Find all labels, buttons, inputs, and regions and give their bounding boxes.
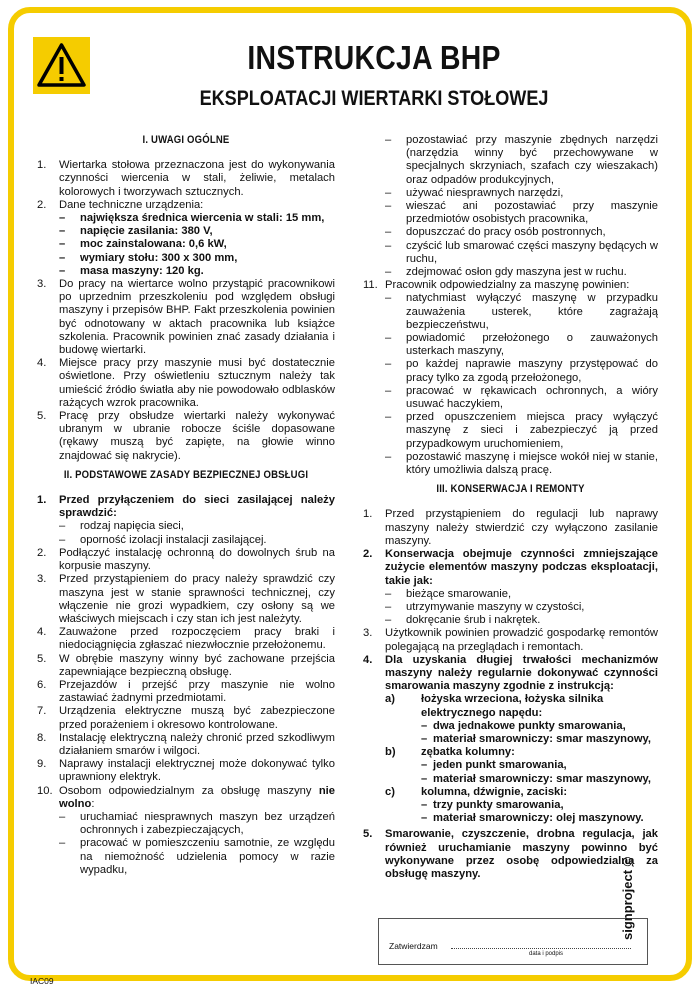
- list-subitem: – dokręcanie śrub i nakrętek.: [385, 614, 541, 627]
- list-subitem: – wieszać ani pozostawiać przy maszynie przedmiotów osobistych pracownika,: [385, 200, 658, 226]
- list-item: 2. Dane techniczne urządzenia:: [37, 198, 204, 211]
- list-subitem: – czyścić lub smarować części maszyny będących w ruchu,: [385, 239, 658, 265]
- list-item: 1. Przed przyłączeniem do sieci zasilającej należy sprawdzić:: [37, 494, 335, 520]
- list-item: 5. Pracę przy obsłudze wiertarki należy wykonywać ubranym w ubranie robocze ściśle dopasowane (rękawy muszą być zapięte, na głowie winno znajdować się nakrycie).: [37, 410, 335, 462]
- list-subitem: – uruchamiać niesprawnych maszyn bez urządzeń ochronnych i zabezpieczających,: [59, 810, 335, 837]
- brand-mark: signproject ©: [620, 856, 635, 940]
- list-subitem: – moc zainstalowana: 0,6 kW,: [59, 238, 227, 251]
- list-subitem: – materiał smarowniczy: olej maszynowy.: [421, 812, 644, 825]
- list-subitem: – materiał smarowniczy: smar maszynowy,: [421, 732, 652, 745]
- approve-label: Zatwierdzam: [389, 941, 438, 951]
- signature-box: [378, 918, 648, 965]
- list-subitem: – największa średnica wiercenia w stali: 15 mm,: [59, 212, 325, 225]
- right-column: [363, 134, 658, 881]
- approve-sub-label: data i podpis: [529, 951, 564, 957]
- list-subitem: – oporność izolacji instalacji zasilającej.: [59, 533, 267, 546]
- list-subitem: – utrzymywanie maszyny w czystości,: [385, 600, 585, 613]
- signature-line: [451, 948, 631, 949]
- list-subitem: b) zębatka kolumny:: [385, 746, 515, 759]
- list-subitem: – dwa jednakowe punkty smarowania,: [421, 719, 626, 732]
- list-item: 9. Naprawy instalacji elektrycznej może dokonywać tylko uprawniony elektryk.: [37, 758, 335, 784]
- section-heading-safety: II. PODSTAWOWE ZASADY BEZPIECZNEJ OBSŁUGI: [63, 468, 309, 481]
- list-subitem: – trzy punkty smarowania,: [421, 798, 564, 811]
- list-subitem: – napięcie zasilania: 380 V,: [59, 225, 213, 238]
- page-subtitle: EKSPLOATACJI WIERTARKI STOŁOWEJ: [199, 87, 549, 110]
- list-subitem: c) kolumna, dźwignie, zaciski:: [385, 785, 568, 798]
- list-subitem: – pozostawić maszynę i miejsce wokół niej w stanie, który umożliwia dalszą pracę.: [385, 450, 658, 477]
- list-item: 10. Osobom odpowiedzialnym za obsługę maszyny nie wolno:: [37, 784, 335, 810]
- list-subitem: – natychmiast wyłączyć maszynę w przypadku zauważenia usterek, które zagrażają bezpieczeństwu,: [385, 292, 658, 331]
- list-item: 1. Przed przystąpieniem do regulacji lub naprawy maszyny należy stwierdzić czy wyłączono zasilanie maszyny.: [363, 508, 658, 547]
- left-column: [37, 134, 335, 877]
- list-item: 3. Do pracy na wiertarce wolno przystąpić pracownikowi po uprzednim przeszkoleniu pod względem obsługi maszyny i przepisów BHP. Fakt przeszkolenia powinien być odnotowany w aktach pracownika lub książce szkolenia. Pracownik powinien znać zasady działania i budowę wiertarki.: [37, 278, 335, 357]
- list-item: 3. Przed przystąpieniem do pracy należy sprawdzić czy maszyna jest w stanie sprawności technicznej, czy włączenie nie grozi wypadkiem, czy osłony są we właściwych miejscach i czy stan ich jest należyty.: [37, 573, 335, 625]
- list-item: 4. Zauważone przed rozpoczęciem pracy braki i niedociągnięcia zgłaszać niezwłocznie przełożonemu.: [37, 626, 335, 652]
- list-subitem: – używać niesprawnych narzędzi,: [385, 186, 564, 199]
- list-subitem: – przed opuszczeniem miejsca pracy wyłączyć maszynę z sieci i zabezpieczyć ją przed przypadkowym uruchomieniem,: [385, 411, 658, 450]
- section-heading-maintenance: III. KONSERWACJA I REMONTY: [436, 483, 585, 496]
- list-subitem: – dopuszczać do pracy osób postronnych,: [385, 226, 606, 239]
- list-subitem: – zdejmować osłon gdy maszyna jest w ruchu.: [385, 266, 627, 279]
- list-item: 6. Przejazdów i przejść przy maszynie nie wolno zastawiać żadnymi przedmiotami.: [37, 678, 335, 705]
- list-item: 5. Smarowanie, czyszczenie, drobna regulacja, jak również uruchamianie maszyny powinno być wykonywane przez osobę odpowiedzialną za obsługę maszyny.: [363, 828, 658, 880]
- list-item: 2. Konserwacja obejmuje czynności zmniejszające zużycie elementów maszyny podczas eksploatacji, takie jak:: [363, 548, 658, 587]
- list-subitem: – rodzaj napięcia sieci,: [59, 520, 184, 533]
- list-subitem: – bieżące smarowanie,: [385, 587, 512, 600]
- list-item: 2. Podłączyć instalację ochronną do dowolnych śrub na korpusie maszyny.: [37, 546, 335, 573]
- list-subitem: – powiadomić przełożonego o zauważonych usterkach maszyny,: [385, 332, 658, 358]
- list-subitem: a) łożyska wrzeciona, łożyska silnika elektrycznego napędu:: [385, 693, 604, 719]
- page-title: INSTRUKCJA BHP: [247, 39, 501, 76]
- list-subitem: – jeden punkt smarowania,: [421, 759, 567, 772]
- list-subitem: – pracować w pomieszczeniu samotnie, ze względu na niemożność udzielenia pomocy w razie wypadku,: [59, 837, 335, 876]
- list-subitem: – masa maszyny: 120 kg.: [59, 264, 204, 277]
- list-item: 4. Dla uzyskania długiej trwałości mechanizmów maszyny należy regularnie dokonywać czynności smarowania maszyny zgodnie z instrukcją:: [363, 653, 658, 693]
- list-item: 4. Miejsce pracy przy maszynie musi być dostatecznie oświetlone. Przy oświetleniu sztucznym należy tak umieścić źródło światła aby nie powodowało odblasków rażących wzrok pracownika.: [37, 357, 335, 409]
- list-subitem: – pracować w rękawicach ochronnych, a wióry usuwać haczykiem,: [385, 384, 658, 411]
- list-item: 3. Użytkownik powinien prowadzić gospodarkę remontów polegającą na przeglądach i remontach.: [363, 627, 658, 653]
- list-subitem: – wymiary stołu: 300 x 300 mm,: [59, 251, 238, 264]
- list-item: 1. Wiertarka stołowa przeznaczona jest do wykonywania czynności wiercenia w stali, żeliwie, metalach kolorowych i tworzywach sztucznych.: [37, 159, 335, 198]
- warning-triangle-icon: [33, 37, 90, 94]
- list-item: 7. Urządzenia elektryczne muszą być zabezpieczone przed porażeniem i okresowo kontrolowane.: [37, 705, 335, 731]
- document-code: IAC09: [30, 976, 54, 986]
- list-item: 11. Pracownik odpowiedzialny za maszynę powinien:: [363, 279, 630, 292]
- section-heading-general: I. UWAGI OGÓLNE: [142, 134, 230, 146]
- list-subitem: – pozostawiać przy maszynie zbędnych narzędzi (narzędzia winny być przechowywane w specjalnych skrzyniach, szafach czy wieszakach) oraz odpadów produkcyjnych,: [385, 134, 658, 186]
- list-subitem: – materiał smarowniczy: smar maszynowy,: [421, 772, 652, 785]
- list-subitem: – po każdej naprawie maszyny przystępować do pracy tylko za zgodą przełożonego,: [385, 358, 658, 384]
- list-item: 8. Instalację elektryczną należy chronić przed szkodliwym działaniem smarów i wilgoci.: [37, 731, 335, 757]
- list-item: 5. W obrębie maszyny winny być zachowane przejścia zapewniające bezpieczną obsługę.: [37, 652, 335, 678]
